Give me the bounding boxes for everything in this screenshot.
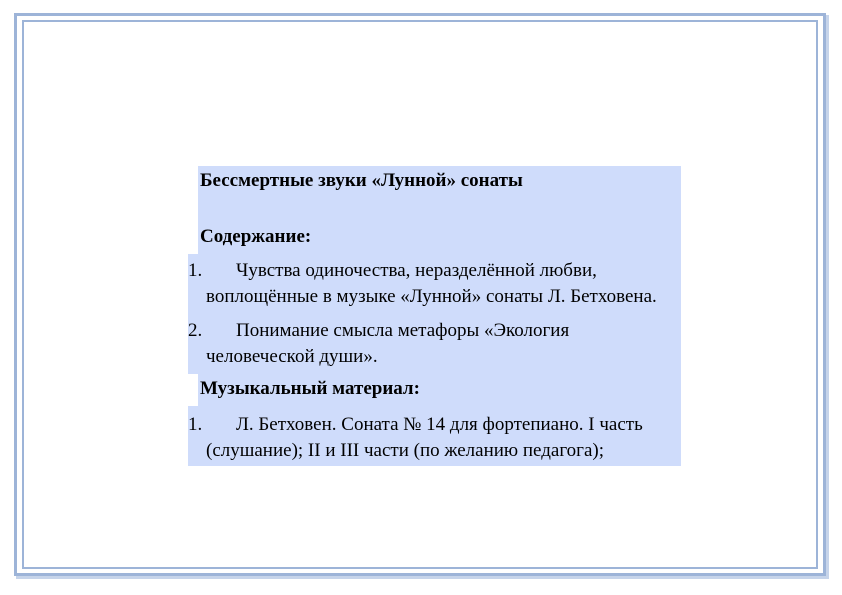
list-number: 1. [188, 414, 203, 435]
frame-shadow-right [826, 15, 829, 579]
material-heading: Музыкальный материал: [200, 378, 420, 399]
text-content [188, 166, 681, 466]
content-list-item-1 [188, 254, 681, 312]
list-number: 2. [188, 320, 203, 341]
list-item-text: Чувства одиночества, неразделённой любви, воплощённые в музыке «Лунной» сонаты Л. Бетховена. [206, 260, 657, 307]
slide-title: Бессмертные звуки «Лунной» сонаты [200, 170, 523, 191]
material-list-item-1 [188, 406, 681, 466]
content-heading-block [198, 224, 681, 254]
frame-shadow-bottom [16, 576, 829, 579]
content-list-item-2 [188, 318, 681, 374]
list-number: 1. [188, 260, 203, 281]
content-heading: Содержание: [200, 226, 312, 247]
list-item-text: Понимание смысла метафоры «Экология человеческой души». [206, 320, 570, 367]
title-block [198, 166, 681, 224]
material-heading-block [198, 374, 681, 406]
list-item-text: Л. Бетховен. Соната № 14 для фортепиано. I часть (слушание); II и III части (по желанию педагога); [206, 414, 643, 461]
